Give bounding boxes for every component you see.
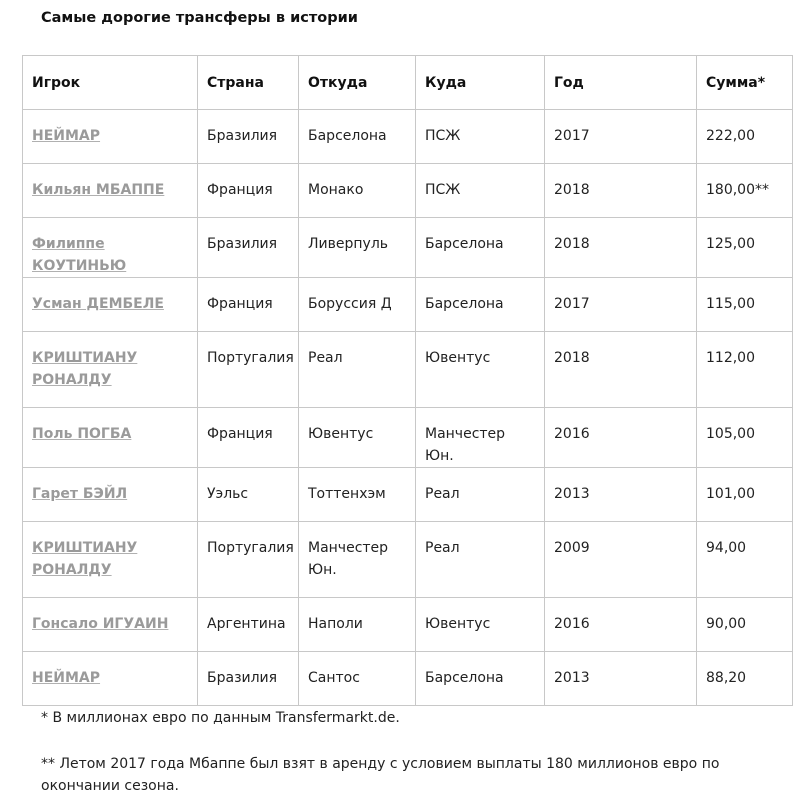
- cell-country: Франция: [198, 278, 299, 332]
- player-link[interactable]: НЕЙМАР: [32, 670, 101, 686]
- cell-country: Уэльс: [198, 468, 299, 522]
- cell-from: Тоттенхэм: [299, 468, 416, 522]
- cell-player: [23, 278, 198, 332]
- cell-country: Франция: [198, 164, 299, 218]
- cell-to: Барселона: [416, 218, 545, 278]
- cell-amount: 125,00: [697, 218, 793, 278]
- cell-to: Барселона: [416, 652, 545, 706]
- cell-amount: 94,00: [697, 522, 793, 598]
- page-title: Самые дорогие трансферы в истории: [41, 10, 358, 26]
- cell-player: [23, 110, 198, 164]
- header-year: Год: [545, 56, 697, 110]
- cell-to: ПСЖ: [416, 164, 545, 218]
- cell-player: [23, 332, 198, 408]
- player-link[interactable]: Поль ПОГБА: [32, 426, 132, 442]
- player-link[interactable]: КРИШТИАНУ РОНАЛДУ: [32, 540, 138, 578]
- cell-year: 2013: [545, 652, 697, 706]
- cell-from: Монако: [299, 164, 416, 218]
- cell-to: Ювентус: [416, 598, 545, 652]
- player-link[interactable]: Усман ДЕМБЕЛЕ: [32, 296, 164, 312]
- cell-year: 2018: [545, 332, 697, 408]
- cell-to: Ювентус: [416, 332, 545, 408]
- cell-amount: 88,20: [697, 652, 793, 706]
- cell-to: Манчестер Юн.: [416, 408, 545, 468]
- cell-to: Реал: [416, 522, 545, 598]
- header-player: Игрок: [23, 56, 198, 110]
- table-row: [23, 652, 793, 706]
- cell-player: [23, 598, 198, 652]
- header-country: Страна: [198, 56, 299, 110]
- cell-year: 2009: [545, 522, 697, 598]
- table-row: [23, 278, 793, 332]
- table-row: [23, 332, 793, 408]
- cell-country: Бразилия: [198, 110, 299, 164]
- cell-amount: 115,00: [697, 278, 793, 332]
- cell-player: [23, 408, 198, 468]
- cell-from: Реал: [299, 332, 416, 408]
- cell-year: 2017: [545, 110, 697, 164]
- player-link[interactable]: НЕЙМАР: [32, 128, 101, 144]
- table-row: [23, 468, 793, 522]
- cell-player: [23, 218, 198, 278]
- cell-player: [23, 522, 198, 598]
- header-amount: Сумма*: [697, 56, 793, 110]
- footnote-currency: * В миллионах евро по данным Transfermarkt.de.: [41, 710, 400, 726]
- cell-amount: 222,00: [697, 110, 793, 164]
- cell-amount: 90,00: [697, 598, 793, 652]
- cell-country: Аргентина: [198, 598, 299, 652]
- cell-to: Реал: [416, 468, 545, 522]
- player-link[interactable]: Гонсало ИГУАИН: [32, 616, 169, 632]
- cell-amount: 101,00: [697, 468, 793, 522]
- player-link[interactable]: Гарет БЭЙЛ: [32, 486, 128, 502]
- cell-country: Португалия: [198, 522, 299, 598]
- header-to: Куда: [416, 56, 545, 110]
- cell-to: ПСЖ: [416, 110, 545, 164]
- header-from: Откуда: [299, 56, 416, 110]
- cell-to: Барселона: [416, 278, 545, 332]
- cell-player: [23, 652, 198, 706]
- cell-year: 2017: [545, 278, 697, 332]
- table-row: [23, 598, 793, 652]
- cell-amount: 112,00: [697, 332, 793, 408]
- cell-country: Бразилия: [198, 652, 299, 706]
- table-row: [23, 522, 793, 598]
- cell-year: 2016: [545, 598, 697, 652]
- table-row: [23, 110, 793, 164]
- player-link[interactable]: Филиппе КОУТИНЬЮ: [32, 236, 127, 274]
- table-row: [23, 408, 793, 468]
- cell-from: Барселона: [299, 110, 416, 164]
- cell-from: Наполи: [299, 598, 416, 652]
- cell-player: [23, 164, 198, 218]
- cell-from: Ювентус: [299, 408, 416, 468]
- table-row: [23, 164, 793, 218]
- cell-from: Боруссия Д: [299, 278, 416, 332]
- player-link[interactable]: Кильян МБАППЕ: [32, 182, 165, 198]
- cell-amount: 180,00**: [697, 164, 793, 218]
- player-link[interactable]: КРИШТИАНУ РОНАЛДУ: [32, 350, 138, 388]
- cell-year: 2018: [545, 164, 697, 218]
- cell-country: Франция: [198, 408, 299, 468]
- cell-country: Португалия: [198, 332, 299, 408]
- transfers-table: [22, 55, 793, 706]
- cell-from: Манчестер Юн.: [299, 522, 416, 598]
- table-header-row: [23, 56, 793, 110]
- table-row: [23, 218, 793, 278]
- cell-year: 2013: [545, 468, 697, 522]
- cell-country: Бразилия: [198, 218, 299, 278]
- cell-from: Сантос: [299, 652, 416, 706]
- cell-player: [23, 468, 198, 522]
- cell-from: Ливерпуль: [299, 218, 416, 278]
- footnote-mbappe: ** Летом 2017 года Мбаппе был взят в аренду с условием выплаты 180 миллионов евро по окончании сезона.: [41, 756, 720, 794]
- cell-amount: 105,00: [697, 408, 793, 468]
- cell-year: 2018: [545, 218, 697, 278]
- cell-year: 2016: [545, 408, 697, 468]
